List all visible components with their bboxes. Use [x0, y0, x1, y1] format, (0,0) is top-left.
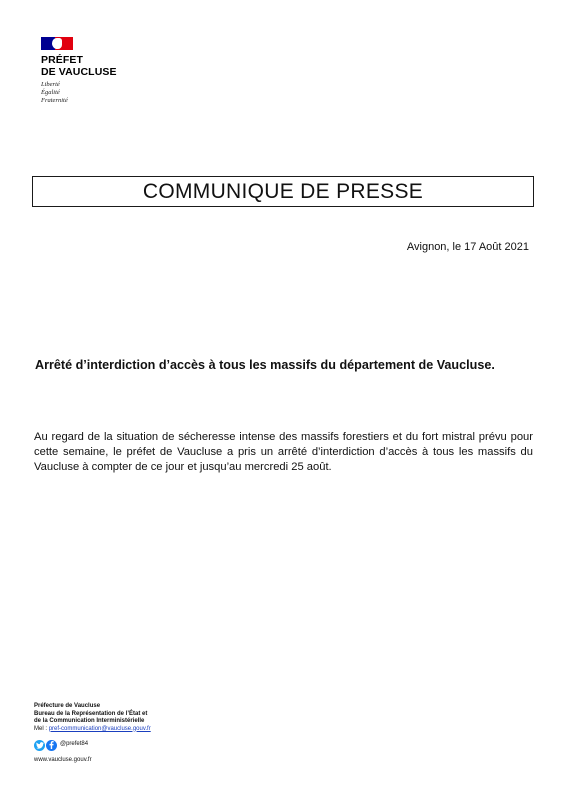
footer-org-line2: Bureau de la Représentation de l’État et: [34, 710, 148, 717]
motto-fraternite: Fraternité: [41, 97, 68, 104]
mail-label: Mel :: [34, 725, 48, 732]
twitter-icon[interactable]: [34, 740, 45, 751]
footer-org-line1: Préfecture de Vaucluse: [34, 703, 101, 709]
motto-egalite: Égalité: [41, 89, 60, 96]
prefet-title: [41, 54, 161, 78]
social-row: [34, 739, 234, 751]
facebook-icon[interactable]: [46, 740, 57, 751]
date-line: Avignon, le 17 Août 2021: [406, 241, 529, 253]
prefet-logo-block: [41, 37, 161, 105]
footer-org-line3: de la Communication Interministérielle: [34, 718, 145, 724]
prefet-title-line2: DE VAUCLUSE: [41, 66, 117, 78]
press-title: COMMUNIQUE DE PRESSE: [142, 179, 424, 203]
marianne-profile: [52, 38, 62, 49]
marianne-flag-icon: [41, 37, 73, 50]
republic-motto: [41, 81, 161, 105]
prefet-title-line1: PRÉFET: [41, 54, 84, 66]
mail-link[interactable]: pref-communication@vaucluse.gouv.fr: [48, 725, 151, 732]
press-title-box: [32, 176, 534, 207]
footer-mail-row: [34, 726, 234, 734]
headline: Arrêté d’interdiction d’accès à tous les massifs du département de Vaucluse.: [35, 358, 495, 372]
motto-liberte: Liberté: [41, 81, 60, 88]
website-link[interactable]: www.vaucluse.gouv.fr: [34, 757, 92, 763]
body-paragraph: Au regard de la situation de sécheresse intense des massifs forestiers et du fort mistral prévu pour cette semaine, le préfet de Vaucluse a pris un arrêté d’interdiction d’accès à tous les massifs du Vaucluse à compter de ce jour et jusqu’au mercredi 25 août.: [34, 431, 533, 473]
social-handle[interactable]: @prefet84: [60, 741, 89, 748]
footer-contact: [34, 703, 234, 765]
